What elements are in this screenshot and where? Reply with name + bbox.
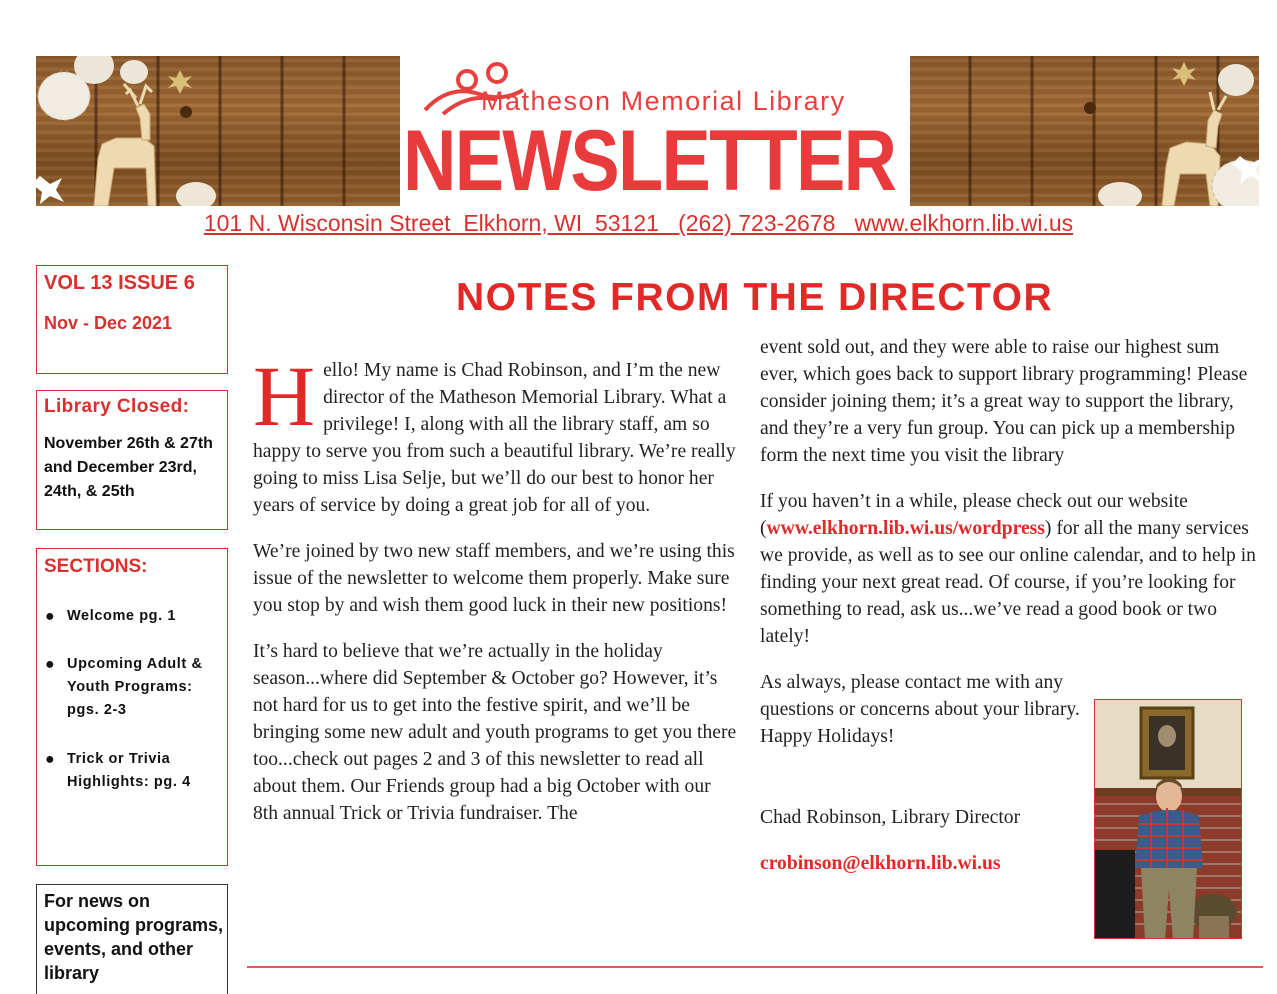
news-box — [36, 884, 228, 994]
paragraph: It’s hard to believe that we’re actually in the holiday season...where did September & October go? However, it’s not hard for us to get into the festive spirit, and we’ll be bringing some new adult and youth programs to get you there too...check out pages 2 and 3 of this newsletter to read all about them. Our Friends group had a big October with our 8th annual Trick or Trivia fundraiser. The — [253, 641, 737, 824]
paragraph — [760, 488, 1260, 650]
issue-volume: VOL 13 ISSUE 6 — [44, 272, 195, 294]
director-portrait-image — [1095, 700, 1242, 939]
dropcap: H — [253, 348, 316, 444]
section-item-label: Welcome pg. 1 — [67, 608, 177, 624]
holiday-decor-right — [910, 56, 1259, 206]
divider — [247, 966, 1263, 968]
sections-title: SECTIONS: — [44, 556, 148, 577]
holiday-decor-left — [36, 56, 400, 206]
issue-date: Nov - Dec 2021 — [44, 313, 173, 333]
email-link[interactable]: crobinson@elkhorn.lib.wi.us — [760, 853, 1001, 874]
star-icon — [36, 176, 64, 204]
article-title: NOTES FROM THE DIRECTOR — [456, 276, 1054, 319]
paragraph: As always, please contact me with any questions or concerns about your library. Happy Holidays! — [760, 672, 1080, 747]
website-link[interactable]: www.elkhorn.lib.wi.us/wordpress — [766, 518, 1045, 539]
issue-box — [36, 265, 228, 374]
news-text: For news on upcoming programs, events, and other library — [44, 891, 224, 983]
banner-image-right — [910, 56, 1259, 206]
article-column-left — [253, 348, 738, 846]
address-link[interactable]: 101 N. Wisconsin Street Elkhorn, WI 53121 (262) 723-2678 www.elkhorn.lib.wi.us — [203, 210, 1074, 236]
paragraph-text: ello! My name is Chad Robinson, and I’m the new director of the Matheson Memorial Library. What a privilege! I, along with all the library staff, am so happy to serve you from such a beautiful library. We’re really going to miss Lisa Selje, but we’ll do our best to honor her years of service by doing a great job for all of you. — [253, 360, 736, 516]
bullet-icon: ● — [45, 656, 56, 673]
director-photo — [1094, 699, 1242, 939]
banner-image-left — [36, 56, 400, 206]
section-item-label: Trick or Trivia Highlights: pg. 4 — [67, 751, 191, 790]
paragraph-text: ) for all the many services we provide, as well as to see our online calendar, and to help in finding your next great read. Of course, if you’re looking for something to read, ask us...we’ve read a good book or two lately! — [760, 518, 1256, 647]
bullet-icon: ● — [45, 608, 56, 625]
paragraph-text: If you haven’t in a while, please check out our website ( — [760, 491, 1188, 539]
paragraph — [253, 348, 738, 519]
paragraph: We’re joined by two new staff members, and we’re using this issue of the newsletter to welcome them properly. Make sure you stop by and wish them good luck in their new positions! — [253, 541, 735, 616]
newsletter-title: NEWSLETTER — [403, 113, 896, 209]
closed-box — [36, 390, 228, 530]
masthead — [401, 56, 910, 209]
paragraph: event sold out, and they were able to raise our highest sum ever, which goes back to support library programming! Please consider joining them; it’s a great way to support the library, and they’re a very fun group. You can pick up a membership form the next time you visit the library — [760, 337, 1248, 466]
bullet-icon: ● — [45, 751, 56, 768]
address-bar — [0, 210, 1277, 237]
closed-dates: November 26th & 27th and December 23rd, 24th, & 25th — [44, 435, 213, 500]
section-item-label: Upcoming Adult & Youth Programs: pgs. 2-3 — [67, 656, 203, 718]
signature: Chad Robinson, Library Director — [760, 807, 1021, 828]
sections-box — [36, 548, 228, 866]
library-name: Matheson Memorial Library — [481, 86, 846, 116]
closed-title: Library Closed: — [44, 396, 190, 417]
